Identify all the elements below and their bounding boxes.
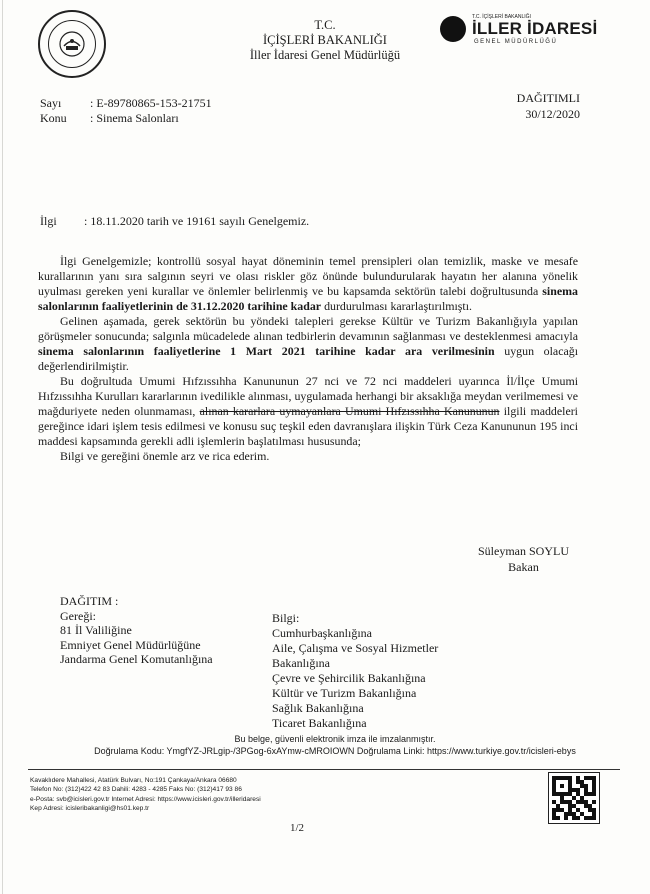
footer-address: Kavaklıdere Mahallesi, Atatürk Bulvarı, No:191 Çankaya/Ankara 06680 <box>30 777 237 784</box>
p3-text-c: ilgili maddeleri gereğince idari işlem tesis edilmesi ve konusu suç teşkil eden davranışlara ilişkin Türk Ceza Kanununun 195 inci maddesi kapsamında gerekli adli işlemlerin başlatılması hususunda; <box>38 404 578 448</box>
p3-struck-text: alınan kararlara uymayanlara Umumi Hıfzıssıhha Kanununun <box>199 404 500 418</box>
signer-name: Süleyman SOYLU <box>478 544 569 558</box>
p1-text-c: durdurulması kararlaştırılmıştı. <box>324 299 473 313</box>
header-tc: T.C. <box>314 18 336 32</box>
paragraph-1 <box>38 254 578 314</box>
list-item: Kültür ve Turizm Bakanlığına <box>272 686 417 700</box>
p1-bold: sinema salonlarının faaliyetlerinin de 31.12.2020 tarihine kadar <box>38 284 578 313</box>
logo-sub-text: GENEL MÜDÜRLÜĞÜ <box>474 39 558 45</box>
ilgi-label: İlgi <box>40 214 57 228</box>
sayi-label: Sayı <box>40 96 62 110</box>
list-item: 81 İl Valiliğine <box>60 623 132 637</box>
reference-line <box>40 214 309 229</box>
p1-text-a: İlgi Genelgemizle; kontrollü sosyal hayat döneminin temel prensipleri olan temizlik, maske ve mesafe kurallarının yanı sıra salgının seyri ve olası riskler göz önünde bulundurularak hayatın her alanına yönelik uyulması gereken yeni kurallar ve önlemler belirlenmiş ve bu kapsamda sektörün talebi doğrultusunda <box>38 254 578 298</box>
footer-phone: Telefon No: (312)422 42 83 Dahili: 4283 - 4285 Faks No: (312)417 93 86 <box>30 786 242 794</box>
p3-text-a: Bu doğrultuda Umumi Hıfzıssıhha Kanununun 27 nci ve 72 nci maddeleri uyarınca İl/İlçe Umumi Hıfzıssıhha Kurulları kararlarının ivedilikle alınması, uygulamada herhangi bir aksaklığa meydan verilmemesi ve mağduriyete neden olunmaması, <box>38 374 578 418</box>
logo-big-text: İLLER İDARESİ <box>472 19 598 38</box>
paragraph-2 <box>38 314 578 374</box>
iller-idaresi-logo <box>440 14 610 50</box>
list-item: Çevre ve Şehircilik Bakanlığına <box>272 671 426 685</box>
ilgi-value: : 18.11.2020 tarih ve 19161 sayılı Genelgemiz. <box>84 214 310 228</box>
p2-bold: sinema salonlarının faaliyetlerine 1 Mart 2021 tarihine kadar ara verilmesinin <box>38 344 495 358</box>
seal-inner <box>48 20 96 68</box>
qr-grid <box>552 776 596 820</box>
list-item: Jandarma Genel Komutanlığına <box>60 652 213 666</box>
footer-email: e-Posta: svb@icisleri.gov.tr Internet Adresi: https://www.icisleri.gov.tr/illeridaresi <box>30 795 261 803</box>
seal-emblem-icon <box>57 29 87 59</box>
distribution-label: DAĞITIMLI <box>516 91 580 105</box>
list-item: Aile, Çalışma ve Sosyal Hizmetler <box>272 641 439 655</box>
logo-mark-icon <box>440 16 466 42</box>
qr-module <box>592 816 596 820</box>
scan-edge <box>2 0 3 894</box>
sayi-value: : E-89780865-153-21751 <box>90 96 212 110</box>
page-number: 1/2 <box>290 822 305 834</box>
meta-konu <box>40 111 212 126</box>
qr-code-icon <box>548 772 600 824</box>
konu-label: Konu <box>40 111 67 125</box>
meta-sayi <box>40 96 212 111</box>
list-item: Ticaret Bakanlığına <box>272 716 367 730</box>
p2-text-c: uygun olacağı değerlendirilmiştir. <box>38 344 578 373</box>
konu-value: : Sinema Salonları <box>90 111 179 125</box>
list-item: Bakanlığına <box>272 656 330 670</box>
info-list <box>272 611 438 731</box>
logo-small-text: T.C. İÇİŞLERİ BAKANLIĞI <box>472 14 531 20</box>
letter-body <box>38 254 578 464</box>
verify-line-2: Doğrulama Kodu: YmgfYZ-JRLgip-/3PGog-6xAYmw-cMROIOWN Doğrulama Linki: https://www.turkiye.gov.tr/icisleri-ebys <box>94 746 576 756</box>
distribution-block <box>517 90 580 122</box>
header-ministry: İÇİŞLERİ BAKANLIĞI <box>263 33 387 47</box>
document-meta <box>40 96 212 126</box>
signature-block <box>478 543 569 575</box>
distribution-list <box>60 594 213 667</box>
footer-kep: Kep Adresi: icisleribakanligi@hs01.kep.tr <box>30 804 150 812</box>
dagitim-label: DAĞITIM : <box>60 594 119 608</box>
paragraph-4: Bilgi ve gereğini önemle arz ve rica ederim. <box>60 449 270 463</box>
list-item: Emniyet Genel Müdürlüğüne <box>60 637 201 652</box>
bilgi-label: Bilgi: <box>272 611 300 625</box>
geregi-label: Gereği: <box>60 608 96 623</box>
p2-text-a: Gelinen aşamada, gerek sektörün bu yöndeki talepleri gerekse Kültür ve Turizm Bakanlığıyla yapılan görüşmeler sonucunda; salgınla mücadelede alınan tedbirlerin devamının sağlanması ve desteklenmesi amacıyla <box>38 314 578 343</box>
paragraph-3 <box>38 374 578 449</box>
document-date: 30/12/2020 <box>525 107 580 121</box>
list-item: Sağlık Bakanlığına <box>272 701 364 715</box>
signer-title: Bakan <box>508 560 539 574</box>
list-item: Cumhurbaşkanlığına <box>272 626 372 640</box>
verify-line-1: Bu belge, güvenli elektronik imza ile imzalanmıştır. <box>234 734 436 744</box>
header-directorate: İller İdaresi Genel Müdürlüğü <box>249 48 401 62</box>
ministry-seal-icon <box>38 10 106 78</box>
footer-divider <box>28 769 620 770</box>
footer-contact <box>30 776 261 813</box>
verification-note <box>55 733 615 757</box>
